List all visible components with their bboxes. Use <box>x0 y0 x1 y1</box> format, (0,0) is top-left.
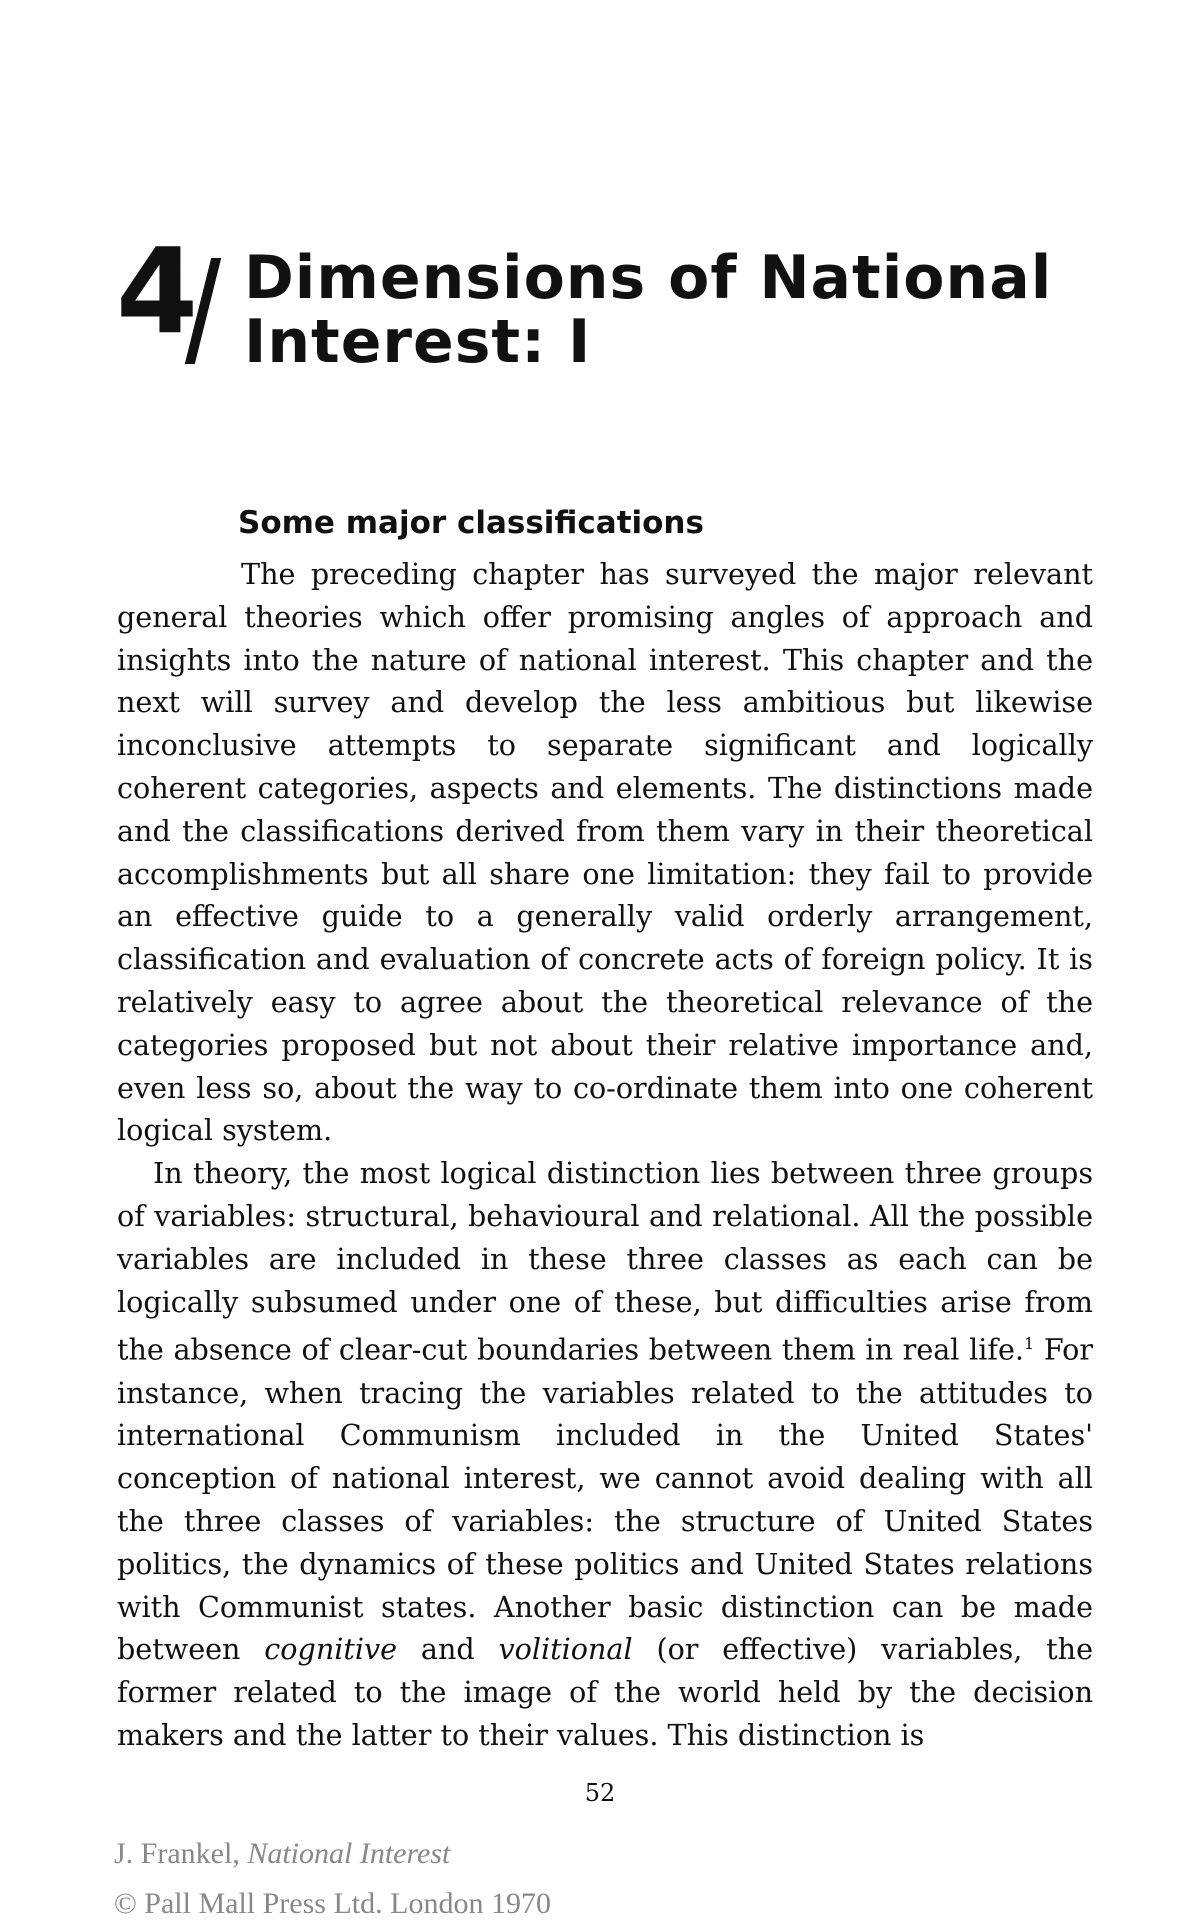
paragraph-2-part-d: (or effective) variables, the former related to the image of the world held by the decision makers and the latter to their values. This distinction is <box>117 1632 1093 1753</box>
chapter-heading <box>116 222 1096 392</box>
footnote-marker: 1 <box>1023 1334 1035 1354</box>
chapter-number: 4 <box>116 222 195 360</box>
chapter-title-line-2: Interest: I <box>244 307 592 377</box>
section-heading: Some major classifications <box>238 505 704 541</box>
paragraph-1: The preceding chapter has surveyed the major relevant general theories which offer promising angles of approach and insights into the nature of national interest. This chapter and the next will survey and develop the less ambitious but likewise inconclusive attempts to separate significant and logically coherent categories, aspects and elements. The distinctions made and the classifications derived from them vary in their theoretical accomplishments but all share one limitation: they fail to provide an effective guide to a generally valid orderly arrangement, classification and evaluation of concrete acts of foreign policy. It is relatively easy to agree about the theoretical relevance of the categories proposed but not about their relative importance and, even less so, about the way to co-ordinate them into one coherent logical system. <box>117 557 1093 1148</box>
term-volitional: volitional <box>498 1632 633 1667</box>
body-text <box>117 553 1093 1757</box>
paragraph-2-part-a: In theory, the most logical distinction lies between three groups of variables: structural, behavioural and relational. All the possible variables are included in these three classes as each can be logically subsumed under one of these, but difficulties arise from the absence of clear-cut boundaries between them in real life. <box>117 1156 1093 1367</box>
footer-citation <box>114 1836 450 1872</box>
chapter-title-line-1: Dimensions of National <box>244 243 1053 313</box>
term-cognitive: cognitive <box>264 1632 398 1667</box>
footer-author: J. Frankel, <box>114 1837 248 1870</box>
page-number: 52 <box>584 1779 616 1807</box>
footer-copyright: © Pall Mall Press Ltd. London 1970 <box>114 1887 551 1920</box>
paragraph-2-part-c: and <box>397 1632 499 1667</box>
paragraph-2 <box>117 1152 1093 1757</box>
paragraph-2-part-b: For instance, when tracing the variables related to the attitudes to international Communism included in the United States' conception of national interest, we cannot avoid dealing with all the three classes of variables: the structure of United States politics, the dynamics of these politics and United States relations with Communist states. Another basic distinction can be made between <box>117 1332 1093 1667</box>
footer-book-title: National Interest <box>247 1837 451 1870</box>
